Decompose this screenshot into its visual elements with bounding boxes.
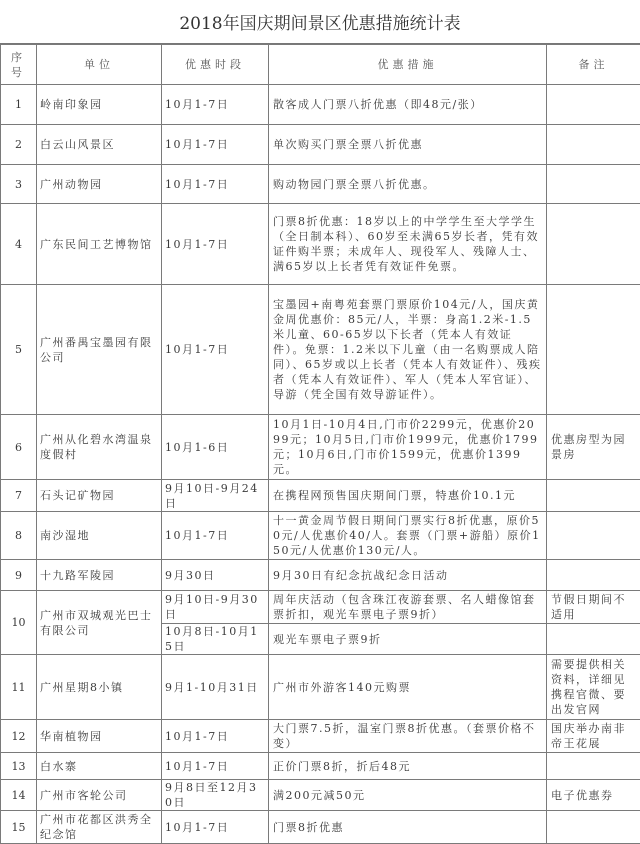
discount-measure: 十一黄金周节假日期间门票实行8折优惠，原价50元/人优惠价40/人。套票（门票+游船）原价150元/人优惠价130元/人。: [269, 512, 547, 560]
unit-name: 华南植物园: [37, 720, 162, 753]
discount-table: [0, 44, 640, 844]
discount-measure: 周年庆活动（包含珠江夜游套票、名人蜡像馆套票折扣，观光车票电子票9折）: [269, 591, 547, 624]
unit-name: 白云山风景区: [37, 125, 162, 165]
discount-measure: 9月30日有纪念抗战纪念日活动: [269, 560, 547, 591]
discount-period: 10月1-7日: [162, 165, 269, 204]
table-row: [1, 85, 640, 125]
table-row: [1, 655, 640, 720]
remark: [547, 165, 640, 204]
row-number: 13: [1, 753, 37, 780]
table-row: [1, 415, 640, 480]
discount-period: 10月1-7日: [162, 204, 269, 285]
row-number: 10: [1, 591, 37, 655]
discount-period: 9月10日-9月24日: [162, 480, 269, 512]
unit-name: 十九路军陵园: [37, 560, 162, 591]
row-number: 4: [1, 204, 37, 285]
row-number: 7: [1, 480, 37, 512]
remark: 需要提供相关资料，详细见携程官微、要出发官网: [547, 655, 640, 720]
discount-period: 10月1-6日: [162, 415, 269, 480]
discount-measure: 满200元减50元: [269, 780, 547, 811]
discount-period: 9月30日: [162, 560, 269, 591]
unit-name: 广州市客轮公司: [37, 780, 162, 811]
table-row: [1, 753, 640, 780]
discount-measure: 正价门票8折，折后48元: [269, 753, 547, 780]
discount-measure: 大门票7.5折，温室门票8折优惠。（套票价格不变）: [269, 720, 547, 753]
table-row: [1, 480, 640, 512]
remark: [547, 285, 640, 415]
header-measures: 优惠措施: [269, 45, 547, 85]
unit-name: 白水寨: [37, 753, 162, 780]
remark-empty: [547, 624, 640, 655]
header-no: 序号: [1, 45, 37, 85]
table-row: [1, 165, 640, 204]
row-number: 12: [1, 720, 37, 753]
unit-name: 广东民间工艺博物馆: [37, 204, 162, 285]
row-number: 2: [1, 125, 37, 165]
discount-measure: 在携程网预售国庆期间门票，特惠价10.1元: [269, 480, 547, 512]
table-row: [1, 285, 640, 415]
remark: [547, 753, 640, 780]
discount-period: 10月8日-10月15日: [162, 624, 269, 655]
discount-measure: 观光车票电子票9折: [269, 624, 547, 655]
unit-name: 石头记矿物园: [37, 480, 162, 512]
remark: 优惠房型为园景房: [547, 415, 640, 480]
discount-period: 9月8日至12月30日: [162, 780, 269, 811]
remark: [547, 204, 640, 285]
discount-period: 9月10日-9月30日: [162, 591, 269, 624]
discount-measure: 购动物园门票全票八折优惠。: [269, 165, 547, 204]
discount-period: 10月1-7日: [162, 85, 269, 125]
remark: 电子优惠券: [547, 780, 640, 811]
remark: [547, 480, 640, 512]
remark: 节假日期间不适用: [547, 591, 640, 624]
row-number: 6: [1, 415, 37, 480]
unit-name: 广州市花都区洪秀全纪念馆: [37, 811, 162, 844]
header-unit: 单位: [37, 45, 162, 85]
table-body: [1, 85, 640, 844]
discount-period: 10月1-7日: [162, 125, 269, 165]
remark: [547, 560, 640, 591]
page-title: 2018年国庆期间景区优惠措施统计表: [0, 0, 640, 44]
discount-measure: 门票8折优惠: [269, 811, 547, 844]
unit-name: 广州动物园: [37, 165, 162, 204]
unit-name: 广州市双城观光巴士有限公司: [37, 591, 162, 655]
discount-period: 10月1-7日: [162, 753, 269, 780]
unit-name: 南沙湿地: [37, 512, 162, 560]
table-row: [1, 780, 640, 811]
header-period: 优惠时段: [162, 45, 269, 85]
unit-name: 广州番禺宝墨园有限公司: [37, 285, 162, 415]
remark: [547, 125, 640, 165]
table-header-row: [1, 45, 640, 85]
discount-period: 10月1-7日: [162, 811, 269, 844]
remark: [547, 512, 640, 560]
discount-measure: 门票8折优惠：18岁以上的中学学生至大学学生（全日制本科）、60岁至未满65岁长者，凭有效证件购半票；未成年人、现役军人、残障人士、满65岁以上长者凭有效证件免票。: [269, 204, 547, 285]
row-number: 14: [1, 780, 37, 811]
row-number: 11: [1, 655, 37, 720]
row-number: 9: [1, 560, 37, 591]
discount-measure: 10月1日-10月4日,门市价2299元，优惠价2099元；10月5日,门市价1999元，优惠价1799元；10月6日,门市价1599元，优惠价1399元。: [269, 415, 547, 480]
unit-name: 岭南印象园: [37, 85, 162, 125]
table-row: [1, 125, 640, 165]
row-number: 3: [1, 165, 37, 204]
unit-name: 广州星期8小镇: [37, 655, 162, 720]
remark: [547, 811, 640, 844]
remark: 国庆举办南非帝王花展: [547, 720, 640, 753]
discount-measure: 宝墨园+南粤苑套票门票原价104元/人，国庆黄金周优惠价：85元/人，半票：身高1.2米-1.5米儿童、60-65岁以下长者（凭本人有效证件）。免票：1.2米以下儿童（由一名购票成人陪同）、65岁或以上长者（凭本人有效证件）、残疾者（凭本人有效证件）、军人（凭本人军官证）、导游（凭全国有效导游证件）。: [269, 285, 547, 415]
unit-name: 广州从化碧水湾温泉度假村: [37, 415, 162, 480]
table-row: [1, 512, 640, 560]
row-number: 8: [1, 512, 37, 560]
discount-period: 10月1-7日: [162, 285, 269, 415]
table-row: [1, 560, 640, 591]
row-number: 5: [1, 285, 37, 415]
remark: [547, 85, 640, 125]
discount-period: 10月1-7日: [162, 512, 269, 560]
row-number: 15: [1, 811, 37, 844]
header-note: 备注: [547, 45, 640, 85]
table-row: [1, 204, 640, 285]
discount-period: 10月1-7日: [162, 720, 269, 753]
table-row: [1, 720, 640, 753]
discount-measure: 广州市外游客140元购票: [269, 655, 547, 720]
table-row: [1, 811, 640, 844]
row-number: 1: [1, 85, 37, 125]
discount-measure: 散客成人门票八折优惠（即48元/张）: [269, 85, 547, 125]
table-row: [1, 591, 640, 624]
discount-period: 9月1-10月31日: [162, 655, 269, 720]
discount-measure: 单次购买门票全票八折优惠: [269, 125, 547, 165]
